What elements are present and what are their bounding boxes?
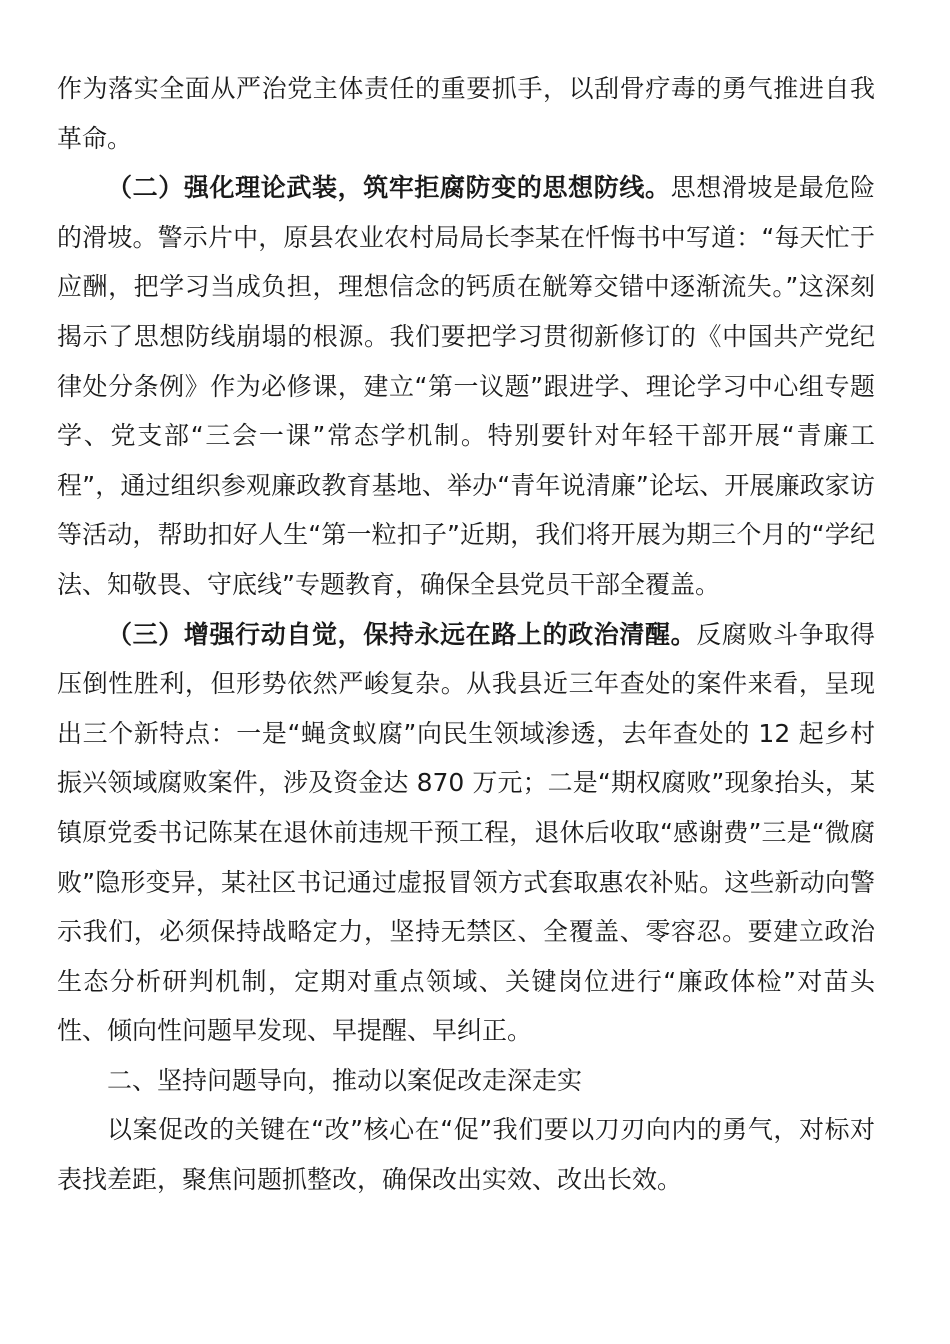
paragraph-lead-heading: （二）强化理论武装，筑牢拒腐防变的思想防线。 — [107, 173, 671, 203]
paragraph-theory-arming — [57, 163, 875, 609]
paragraph-lead-heading: （三）增强行动自觉，保持永远在路上的政治清醒。 — [107, 619, 697, 649]
paragraph-closing: 以案促改的关键在“改”核心在“促”我们要以刀刃向内的勇气，对标对表找差距，聚焦问题抓整改，确保改出实效、改出长效。 — [57, 1115, 875, 1195]
section-heading: 二、坚持问题导向，推动以案促改走深走实 — [107, 1065, 583, 1095]
paragraph-text: 作为落实全面从严治党主体责任的重要抓手，以刮骨疗毒的勇气推进自我革命。 — [57, 74, 875, 153]
paragraph-continuation — [57, 64, 875, 163]
paragraph-text: 反腐败斗争取得压倒性胜利，但形势依然严峻复杂。从我县近三年查处的案件来看，呈现出三个新特点：一是“蝇贪蚁腐”向民生领域渗透，去年查处的 12 起乡村振兴领域腐败案件，涉及资金达 870 万元；二是“期权腐败”现象抬头，某镇原党委书记陈某在退休前违规干预工程，退休后收取“感谢费”三是“微腐败”隐形变异，某社区书记通过虚报冒领方式套取惠农补贴。这些新动向警示我们，必须保持战略定力，坚持无禁区、全覆盖、零容忍。要建立政治生态分析研判机制，定期对重点领域、关键岗位进行“廉政体检”对苗头性、倾向性问题早发现、早提醒、早纠正。 — [57, 619, 875, 1046]
document-page — [57, 64, 875, 1205]
paragraph-text: 思想滑坡是最危险的滑坡。警示片中，原县农业农村局局长李某在忏悔书中写道：“每天忙于应酬，把学习当成负担，理想信念的钙质在觥筹交错中逐渐流失。”这深刻揭示了思想防线崩塌的根源。我们要把学习贯彻新修订的《中国共产党纪律处分条例》作为必修课，建立“第一议题”跟进学、理论学习中心组专题学、党支部“三会一课”常态学机制。特别要针对年轻干部开展“青廉工程”，通过组织参观廉政教育基地、举办“青年说清廉”论坛、开展廉政家访等活动，帮助扣好人生“第一粒扣子”近期，我们将开展为期三个月的“学纪法、知敬畏、守底线”专题教育，确保全县党员干部全覆盖。 — [57, 173, 875, 599]
paragraph-action-awareness — [57, 610, 875, 1056]
